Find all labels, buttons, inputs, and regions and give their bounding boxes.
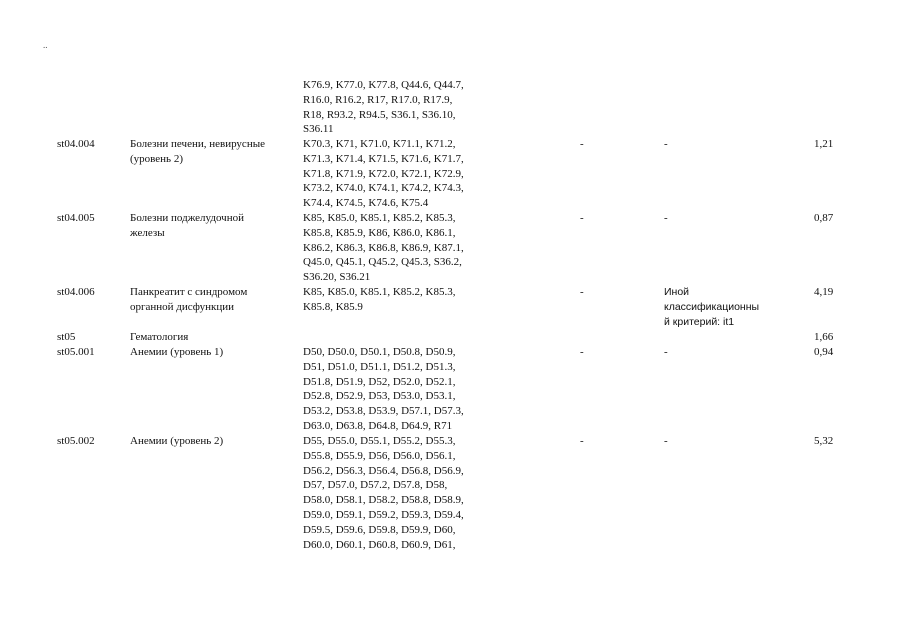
row-criterion-b-line: - [664,346,668,358]
row-coefficient [814,345,833,360]
row-criterion-b [664,434,668,449]
row-icd-codes-line: D58.0, D58.1, D58.2, D58.8, D58.9, [303,494,464,507]
row-criterion-b [664,345,668,360]
row-code-line: st04.004 [57,138,95,150]
row-icd-codes-line: D52.8, D52.9, D53, D53.0, D53.1, [303,390,456,403]
row-code [57,211,95,226]
row-icd-codes-line: K70.3, K71, K71.0, K71.1, K71.2, [303,138,456,150]
row-criterion-a-line: - [580,212,584,224]
row-icd-codes [303,211,464,285]
row-coefficient [814,330,833,345]
row-icd-codes [303,285,455,315]
row-criterion-b [664,137,668,152]
row-coefficient [814,285,833,300]
row-name-line: органной дисфункции [130,300,235,313]
row-coefficient-line: 0,87 [814,212,834,224]
row-icd-codes [303,345,464,434]
row-name-line: Болезни поджелудочной [130,212,244,224]
row-name [130,137,265,167]
row-code-line: st05.002 [57,435,95,447]
row-criterion-a-line: - [580,138,584,150]
row-coefficient [814,211,833,226]
row-criterion-a [580,137,584,152]
row-code-line: st05 [57,331,76,343]
row-icd-codes-line: K85.8, K85.9 [303,300,363,313]
row-icd-codes-line: S36.11 [303,123,334,136]
row-icd-codes-line: D63.0, D63.8, D64.8, D64.9, R71 [303,419,453,432]
row-code [57,285,95,300]
row-code-line: st04.005 [57,212,95,224]
row-icd-codes [303,78,464,137]
row-icd-codes-line: K74.4, K74.5, K74.6, K75.4 [303,197,429,210]
row-icd-codes-line: D51.8, D51.9, D52, D52.0, D52.1, [303,375,456,388]
row-icd-codes-line: R18, R93.2, R94.5, S36.1, S36.10, [303,108,456,121]
row-criterion-a [580,434,584,449]
row-icd-codes-line: D55.8, D55.9, D56, D56.0, D56.1, [303,449,456,462]
row-criterion-b-line: й критерий: it1 [664,315,735,328]
row-icd-codes-line: K85, K85.0, K85.1, K85.2, K85.3, [303,212,456,224]
row-icd-codes-line: Q45.0, Q45.1, Q45.2, Q45.3, S36.2, [303,256,462,269]
row-criterion-a-line: - [580,286,584,298]
row-criterion-b-line: - [664,212,668,224]
row-name-line: железы [130,226,165,239]
row-icd-codes-line: K71.8, K71.9, K72.0, K72.1, K72.9, [303,167,464,180]
row-name [130,330,188,345]
row-criterion-b-line: - [664,138,668,150]
row-code [57,137,95,152]
row-icd-codes-line: D53.2, D53.8, D53.9, D57.1, D57.3, [303,405,464,418]
row-icd-codes [303,137,464,211]
row-icd-codes-line: D60.0, D60.1, D60.8, D60.9, D61, [303,538,456,551]
row-code-line: st05.001 [57,346,95,358]
row-criterion-b-line: классификационны [664,300,760,313]
row-icd-codes-line: D57, D57.0, D57.2, D57.8, D58, [303,479,448,492]
row-icd-codes-line: D59.5, D59.6, D59.8, D59.9, D60, [303,523,456,536]
row-coefficient-line: 0,94 [814,346,834,358]
row-name [130,345,223,360]
row-icd-codes-line: S36.20, S36.21 [303,271,371,284]
row-coefficient-line: 1,66 [814,331,834,343]
row-icd-codes-line: K73.2, K74.0, K74.1, K74.2, K74.3, [303,182,464,195]
row-coefficient-line: 4,19 [814,286,834,298]
row-criterion-a-line: - [580,346,584,358]
row-criterion-a-line: - [580,435,584,447]
row-icd-codes [303,434,464,552]
row-name-line: Болезни печени, невирусные [130,138,265,150]
row-name-line: Гематология [130,331,189,343]
row-coefficient-line: 5,32 [814,435,834,447]
row-icd-codes-line: D50, D50.0, D50.1, D50.8, D50.9, [303,346,456,358]
row-coefficient [814,434,833,449]
row-code [57,345,95,360]
row-name-line: Панкреатит с синдромом [130,286,248,298]
row-coefficient-line: 1,21 [814,138,834,150]
row-icd-codes-line: R16.0, R16.2, R17, R17.0, R17.9, [303,93,453,106]
row-icd-codes-line: K85.8, K85.9, K86, K86.0, K86.1, [303,226,456,239]
row-name-line: Анемии (уровень 2) [130,435,224,447]
row-criterion-b-line: - [664,435,668,447]
row-criterion-a [580,345,584,360]
row-name [130,211,244,241]
row-icd-codes-line: K76.9, K77.0, K77.8, Q44.6, Q44.7, [303,79,464,91]
row-icd-codes-line: D51, D51.0, D51.1, D51.2, D51.3, [303,360,456,373]
row-name-line: Анемии (уровень 1) [130,346,224,358]
row-coefficient [814,137,833,152]
row-icd-codes-line: D59.0, D59.1, D59.2, D59.3, D59.4, [303,508,464,521]
row-name-line: (уровень 2) [130,152,183,165]
row-icd-codes-line: D55, D55.0, D55.1, D55.2, D55.3, [303,435,456,447]
row-criterion-a [580,211,584,226]
page-corner-mark: .. [43,40,48,50]
row-code-line: st04.006 [57,286,95,298]
row-code [57,330,75,345]
row-criterion-b [664,211,668,226]
row-criterion-b [664,285,759,329]
row-criterion-a [580,285,584,300]
row-icd-codes-line: K85, K85.0, K85.1, K85.2, K85.3, [303,286,456,298]
row-name [130,285,247,315]
row-criterion-b-line: Иной [664,286,690,298]
row-icd-codes-line: K71.3, K71.4, K71.5, K71.6, K71.7, [303,152,464,165]
row-name [130,434,223,449]
row-icd-codes-line: D56.2, D56.3, D56.4, D56.8, D56.9, [303,464,464,477]
row-icd-codes-line: K86.2, K86.3, K86.8, K86.9, K87.1, [303,241,464,254]
row-code [57,434,95,449]
